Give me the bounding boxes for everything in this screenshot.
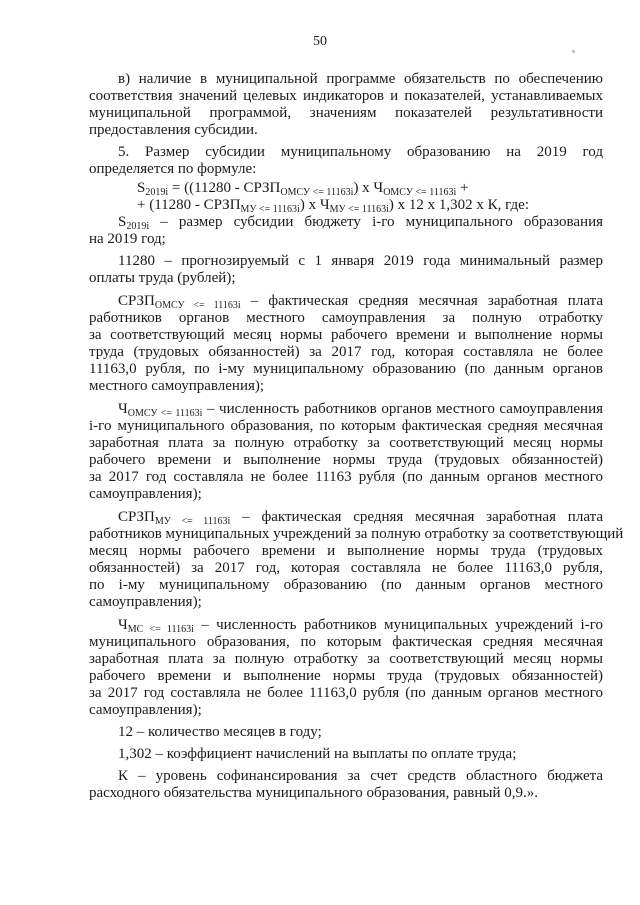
- text-line: за 2017 год составляла не более 11163 рубля (по данным органов местного: [89, 469, 603, 485]
- text-line: 5. Размер субсидии муниципальному образованию на 2019 год: [118, 144, 603, 160]
- text-line: за соответствующий месяц нормы рабочего времени и выполнение нормы: [89, 327, 603, 343]
- text-line: К – уровень софинансирования за счет средств областного бюджета: [118, 768, 603, 784]
- text-line: $СРЗП_{МУ <= 11163i}$ – фактическая средняя месячная заработная плата: [118, 509, 603, 527]
- text-line: $СРЗП_{ОМСУ <= 11163i}$ – фактическая средняя месячная заработная плата: [118, 293, 603, 311]
- text-line: предоставления субсидии.: [89, 122, 258, 138]
- document-body: [89, 71, 624, 802]
- text-line: муниципального образования, по которым фактическая средняя месячная: [89, 634, 603, 650]
- text-line: расходного обязательства муниципального образования, равный 0,9.».: [89, 785, 538, 801]
- paragraph-k: [89, 768, 603, 802]
- paragraph-item-5: [89, 144, 603, 178]
- paragraph-srzp-mu: [89, 509, 624, 611]
- text-line: в) наличие в муниципальной программе обязательств по обеспечению: [118, 71, 603, 87]
- text-line: самоуправления);: [89, 486, 202, 502]
- paragraph-ch-omsu: [89, 401, 603, 503]
- paragraph-1302: [89, 746, 603, 763]
- text-line: 1,302 – коэффициент начислений на выплаты по оплате труда;: [118, 746, 517, 762]
- page-number: 50: [313, 34, 327, 49]
- text-line: работников муниципальных учреждений за полную отработку за соответствующий: [89, 526, 624, 542]
- formula-line-1: $S_{2019i} = ((11280$ - $СРЗП_{ОМСУ <= 11163i}$) х $Ч_{ОМСУ <= 11163i}$ +: [137, 180, 469, 198]
- text-line: $Ч_{ОМСУ <= 11163i}$ – численность работников органов местного самоуправления: [118, 401, 603, 419]
- paragraph-12: [89, 724, 603, 741]
- text-line: на 2019 год;: [89, 231, 166, 247]
- text-line: $Ч_{МС <= 11163i}$ – численность работников муниципальных учреждений i-го: [118, 617, 603, 635]
- text-line: определяется по формуле:: [89, 161, 257, 177]
- text-line: местного самоуправления);: [89, 378, 265, 394]
- text-line: 12 – количество месяцев в году;: [118, 724, 322, 740]
- text-line: рабочего времени и выполнение нормы труда (трудовых обязанностей): [89, 452, 603, 468]
- text-line: месяц нормы рабочего времени и выполнение нормы труда (трудовых: [89, 543, 603, 559]
- text-line: заработная плата за полную отработку за соответствующий месяц нормы: [89, 435, 603, 451]
- paragraph-s-definition: [89, 214, 603, 248]
- text-line: i-го муниципального образования, по которым фактическая средняя месячная: [89, 418, 603, 434]
- formula-line-2: + $(11280 - СРЗП_{МУ <= 11163i})$ х $Ч_{МУ <= 11163i}$) х 12 х 1,302 х К, где:: [137, 197, 529, 215]
- text-line: обязанностей) за 2017 год, которая составляла не более 11163,0 рубля,: [89, 560, 603, 576]
- text-line: соответствия значений целевых индикаторов и показателей, устанавливаемых: [89, 88, 603, 104]
- text-line: самоуправления);: [89, 594, 202, 610]
- text-line: за 2017 год составляла не более 11163,0 рубля (по данным органов местного: [89, 685, 603, 701]
- text-line: $S_{2019i}$ – размер субсидии бюджету i-го муниципального образования: [118, 214, 603, 232]
- formula: [89, 180, 603, 214]
- text-line: 11163,0 рубля, по i-му муниципальному образованию (по данным органов: [89, 361, 603, 377]
- paragraph-srzp-omsu: [89, 293, 603, 395]
- paragraph-ch-mc: [89, 617, 603, 719]
- text-line: работников органов местного самоуправления за полную отработку: [89, 310, 603, 326]
- text-line: заработная плата за полную отработку за соответствующий месяц нормы: [89, 651, 603, 667]
- text-line: труда (трудовых обязанностей) за 2017 год, которая составляла не более: [89, 344, 603, 360]
- text-line: самоуправления);: [89, 702, 202, 718]
- paragraph-item-v: [89, 71, 603, 139]
- scan-speck: [572, 50, 575, 53]
- text-line: 11280 – прогнозируемый с 1 января 2019 года минимальный размер: [118, 253, 603, 269]
- paragraph-11280: [89, 253, 603, 287]
- text-line: муниципальной программой, значениям показателей результативности: [89, 105, 603, 121]
- text-line: оплаты труда (рублей);: [89, 270, 236, 286]
- text-line: рабочего времени и выполнение нормы труда (трудовых обязанностей): [89, 668, 603, 684]
- text-line: по i-му муниципальному образованию (по данным органов местного: [89, 577, 603, 593]
